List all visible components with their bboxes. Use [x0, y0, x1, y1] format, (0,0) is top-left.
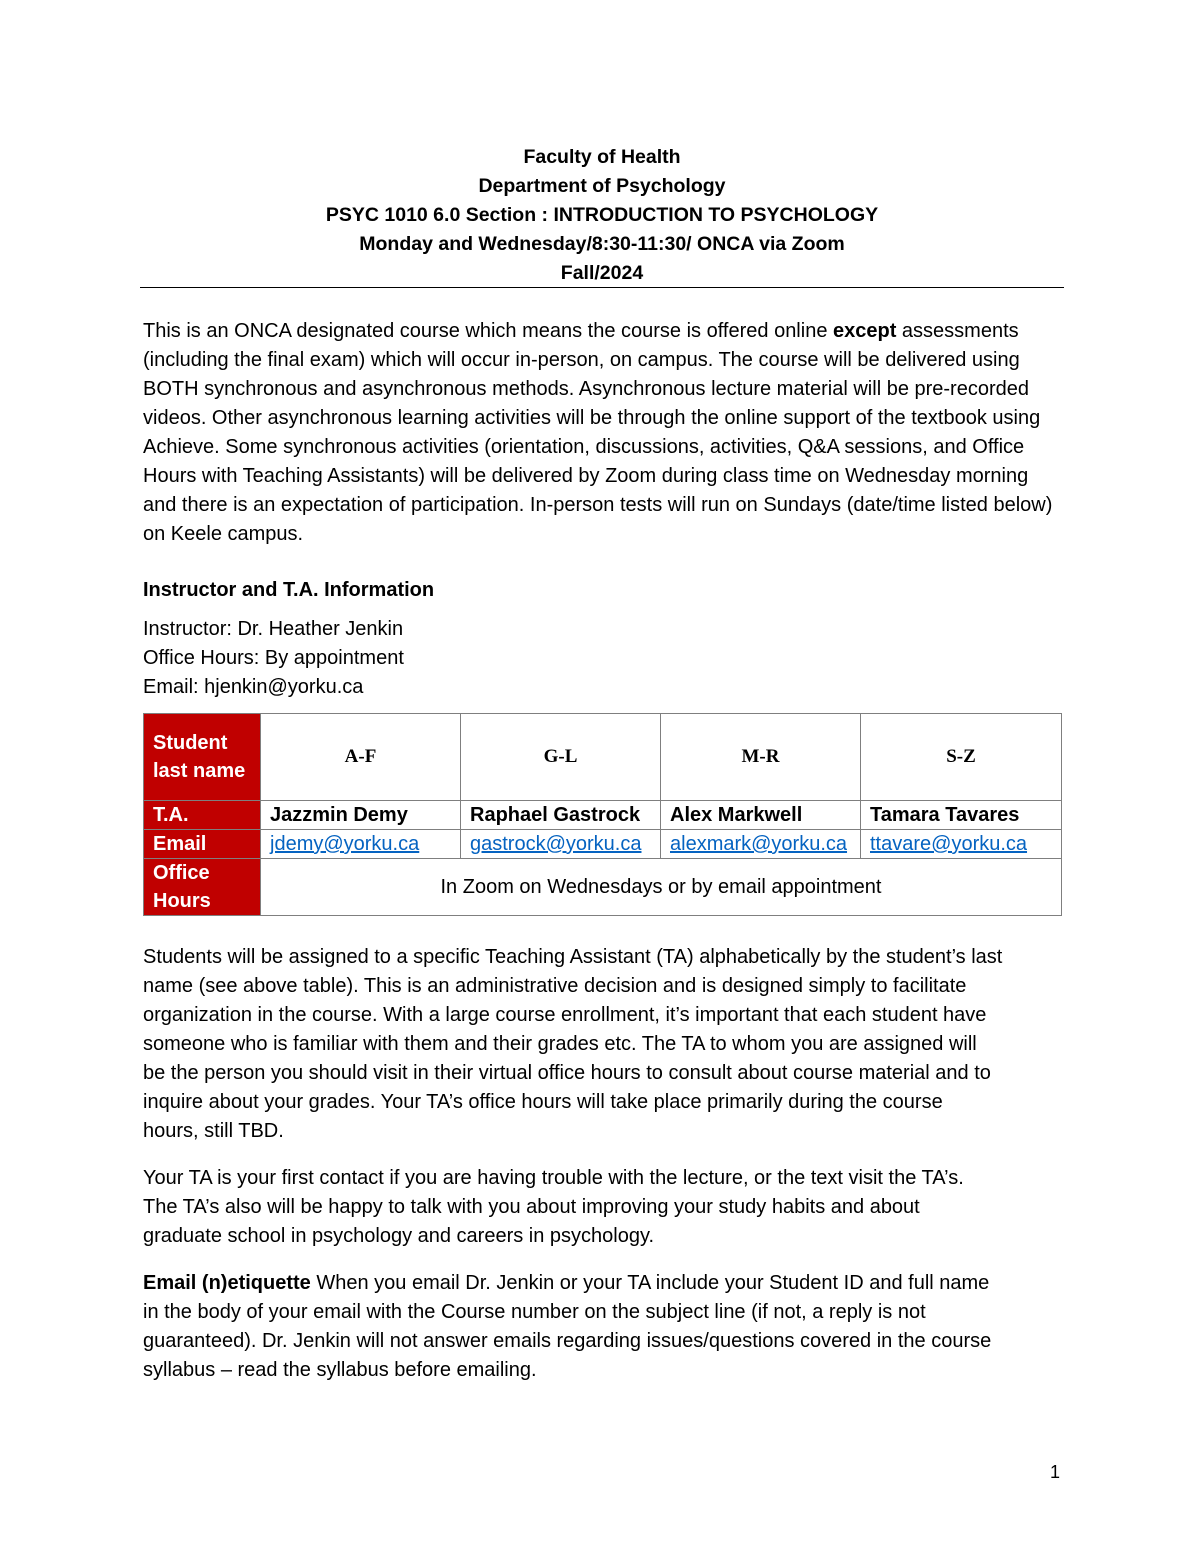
- email-etiquette-text: When you email Dr. Jenkin or your TA include your Student ID and full name in the body of your email with the Course number on the subject line (if not, a reply is not guaranteed). Dr. Jenkin will not answer emails regarding issues/questions covered in the course syllabus – read the syllabus before emailing.: [143, 1272, 992, 1381]
- row-label-last-name: Student last name: [144, 714, 261, 801]
- ta-name-cell: Alex Markwell: [661, 801, 861, 830]
- course-schedule: Monday and Wednesday/8:30-11:30/ ONCA via Zoom: [359, 233, 845, 255]
- range-cell: A-F: [261, 714, 461, 801]
- ta-name-cell: Jazzmin Demy: [261, 801, 461, 830]
- ta-contact-paragraph: Your TA is your first contact if you are having trouble with the lecture, or the text visit the TA’s. The TA’s also will be happy to talk with you about improving your study habits and about graduate school in psychology and careers in psychology.: [143, 1167, 964, 1247]
- instructor-email: Email: hjenkin@yorku.ca: [143, 676, 364, 698]
- table-row: [144, 859, 1062, 916]
- intro-text-start: This is an ONCA designated course which means the course is offered online: [143, 320, 833, 342]
- table-row: [144, 801, 1062, 830]
- page-number: 1: [1049, 1462, 1060, 1482]
- document-header: [140, 143, 1064, 288]
- ta-email-cell: [261, 830, 461, 859]
- course-term: Fall/2024: [560, 262, 644, 284]
- office-hours-cell: In Zoom on Wednesdays or by email appointment: [261, 859, 1062, 916]
- intro-bold-word: except: [833, 320, 897, 342]
- course-title: PSYC 1010 6.0 Section : INTRODUCTION TO PSYCHOLOGY: [325, 204, 879, 226]
- ta-email-link[interactable]: jdemy@yorku.ca: [270, 833, 420, 855]
- table-row: [144, 830, 1062, 859]
- email-etiquette-paragraph: [143, 1269, 1003, 1385]
- ta-email-cell: [861, 830, 1062, 859]
- faculty-title: Faculty of Health: [523, 146, 681, 168]
- range-cell: G-L: [461, 714, 661, 801]
- table-row: [144, 714, 1062, 801]
- row-label-ta: T.A.: [144, 801, 261, 830]
- instructor-name: Instructor: Dr. Heather Jenkin: [143, 618, 404, 640]
- ta-assignment-paragraph: Students will be assigned to a specific Teaching Assistant (TA) alphabetically by the student’s last name (see above table). This is an administrative decision and is designed simply to facilitate organization in the course. With a large course enrollment, it’s important that each student have someone who is familiar with them and their grades etc. The TA to whom you are assigned will be the person you should visit in their virtual office hours to consult about course material and to inquire about your grades. Your TA’s office hours will take place primarily during the course hours, still TBD.: [143, 946, 1003, 1142]
- row-label-email: Email: [144, 830, 261, 859]
- ta-table: [143, 713, 1062, 916]
- instructor-section-title: Instructor and T.A. Information: [143, 579, 435, 601]
- email-etiquette-heading: Email (n)etiquette: [143, 1272, 311, 1294]
- header-divider: [140, 287, 1064, 288]
- intro-paragraph: [143, 317, 1063, 549]
- ta-email-cell: [661, 830, 861, 859]
- row-label-office-hours: Office Hours: [144, 859, 261, 916]
- department-title: Department of Psychology: [478, 175, 726, 197]
- intro-text-end: assessments (including the final exam) which will occur in-person, on campus. The course will be delivered using BOTH synchronous and asynchronous methods. Asynchronous lecture material will be pre-recorded videos. Other asynchronous learning activities will be through the online support of the textbook using Achieve. Some synchronous activities (orientation, discussions, activities, Q&A sessions, and Office Hours with Teaching Assistants) will be delivered by Zoom during class time on Wednesday morning and there is an expectation of participation. In-person tests will run on Sundays (date/time listed below) on Keele campus.: [143, 320, 1053, 545]
- instructor-office-hours: Office Hours: By appointment: [143, 647, 404, 669]
- ta-name-cell: Raphael Gastrock: [461, 801, 661, 830]
- range-cell: M-R: [661, 714, 861, 801]
- range-cell: S-Z: [861, 714, 1062, 801]
- ta-email-link[interactable]: gastrock@yorku.ca: [470, 833, 642, 855]
- ta-email-link[interactable]: alexmark@yorku.ca: [670, 833, 848, 855]
- ta-name-cell: Tamara Tavares: [861, 801, 1062, 830]
- ta-email-cell: [461, 830, 661, 859]
- ta-email-link[interactable]: ttavare@yorku.ca: [870, 833, 1028, 855]
